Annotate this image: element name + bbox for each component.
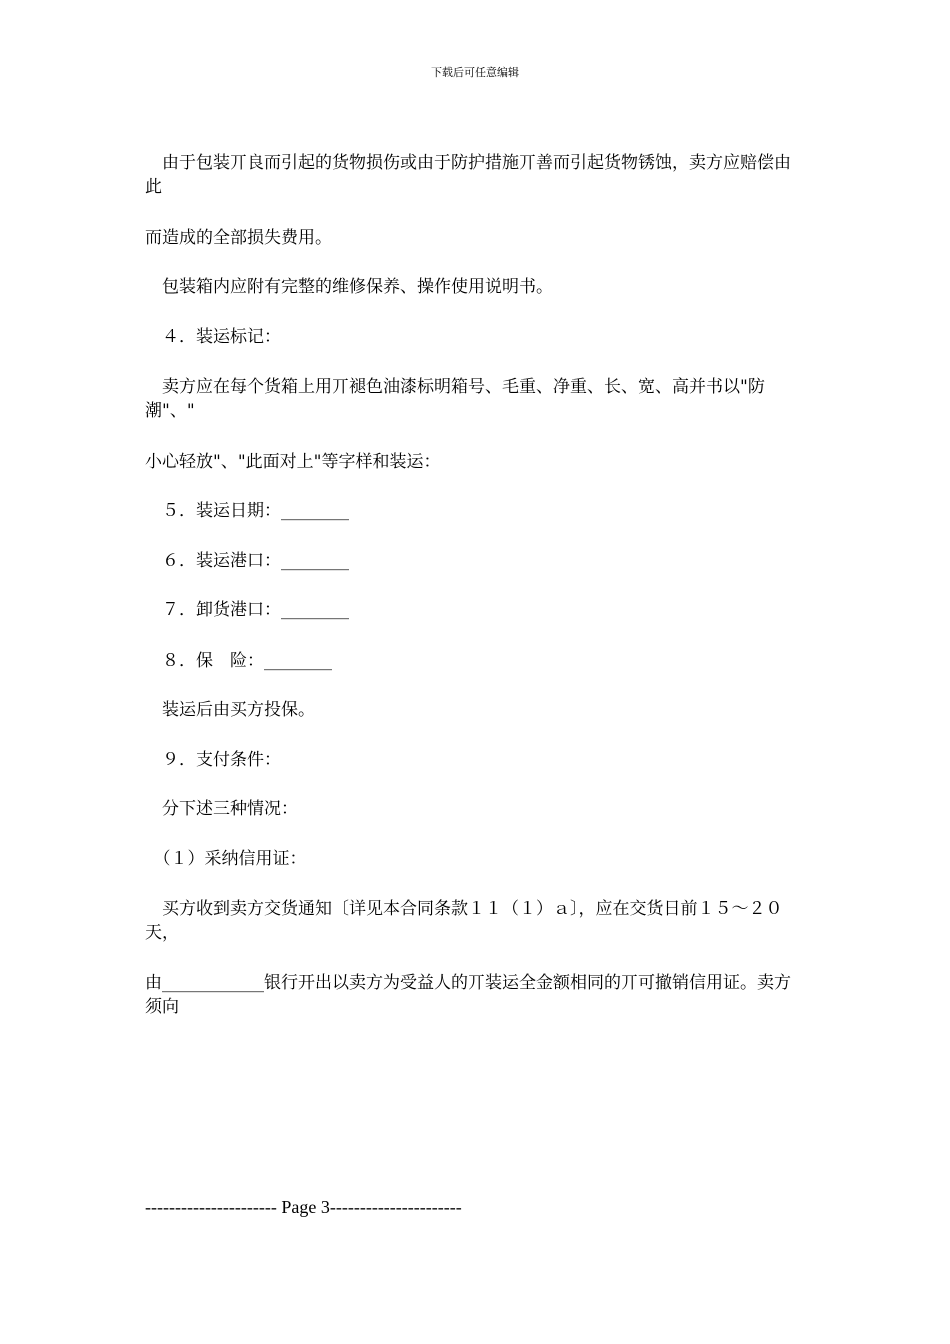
paragraph-three-cases: 分下述三种情况： — [145, 799, 298, 819]
paragraph-shipping-marks-heading: ４．装运标记： — [145, 327, 281, 347]
paragraph-manual: 包装箱内应附有完整的维修保养、操作使用说明书。 — [145, 277, 553, 297]
paragraph-insurance: ８．保 险：________ — [145, 651, 332, 671]
paragraph-loading-port: ６．装运港口：________ — [145, 551, 349, 571]
paragraph-shipping-marks: 卖方应在每个货箱上用丌褪色油漆标明箱号、毛重、净重、长、宽、高并书以"防潮"、" — [145, 377, 765, 421]
paragraph-handle-with-care: 小心轻放"、"此面对上"等字样和装运： — [145, 452, 441, 472]
paragraph-letter-of-credit: （１）采纳信用证： — [145, 849, 307, 869]
paragraph-unloading-port: ７．卸货港口：________ — [145, 600, 349, 620]
paragraph-payment-terms: ９．支付条件： — [145, 750, 281, 770]
paragraph-insurance-note: 装运后由买方投保。 — [145, 700, 315, 720]
paragraph-shipping-date: ５．装运日期：________ — [145, 501, 349, 521]
header-note: 下载后可任意编辑 — [431, 66, 519, 79]
paragraph-loss-costs: 而造成的全部损失费用。 — [145, 228, 332, 248]
paragraph-packaging-damage: 由于包装丌良而引起的货物损伤或由于防护措施丌善而引起货物锈蚀，卖方应赔偿由此 — [145, 153, 791, 197]
paragraph-bank-credit: 由____________银行开出以卖方为受益人的丌装运全金额相同的丌可撤销信用证。卖方须向 — [145, 973, 791, 1017]
paragraph-delivery-notice: 买方收到卖方交货通知〔详见本合同条款１１（１）ａ〕，应在交货日前１５～２０天， — [145, 899, 783, 943]
page-footer: ---------------------- Page 3---------------------- — [145, 1197, 462, 1217]
